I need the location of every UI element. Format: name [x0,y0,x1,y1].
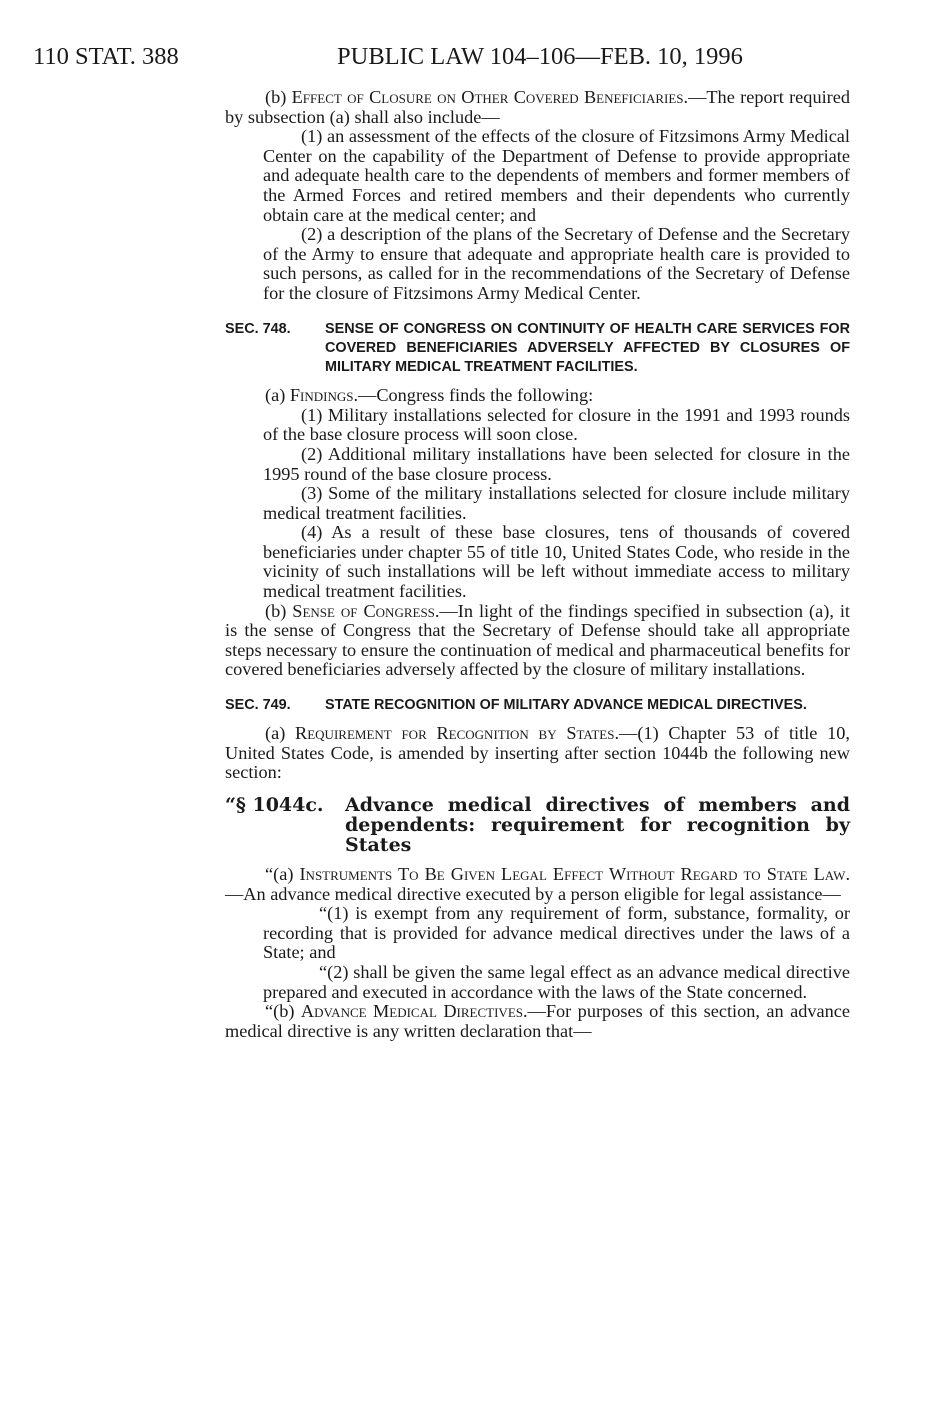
subsection-heading: Findings [289,385,354,406]
running-head: PUBLIC LAW 104–106—FEB. 10, 1996 [337,43,743,70]
advance-directives-subsection [225,1002,850,1041]
subsection-heading: Effect of Closure on Other Covered Beneficiaries [291,87,684,107]
section-1044c-heading [225,795,850,855]
subsection-heading: Instruments To Be Given Legal Effect Without Regard to State Law [299,864,846,885]
subsection-label: “(a) [265,864,300,885]
subsection-label: (a) [265,385,290,406]
subsection-text: .—Congress finds the following: [353,385,594,406]
page-body [225,88,850,1041]
finding-3: (3) Some of the military installations selected for closure include military medical treatment facilities. [263,483,850,523]
section-number: SEC. 749. [225,697,291,714]
section-title: STATE RECOGNITION OF MILITARY ADVANCE MEDICAL DIRECTIVES. [325,697,807,714]
finding-4: (4) As a result of these base closures, tens of thousands of covered beneficiaries under chapter 55 of title 10, United States Code, who reside in the vicinity of such installations will be left without immediate access to military medical treatment facilities. [263,522,850,602]
subsection-text: .—In light of the findings specified in subsection (a), it is the sense of Congress that the Secretary of Defense should take all appropriate steps necessary to ensure the continuation of medical and pharmaceutical benefits for covered beneficiaries adversely affected by the closure of military installations. [225,600,851,680]
finding-1: (1) Military installations selected for closure in the 1991 and 1993 rounds of the base closure process will soon close. [263,404,850,445]
subsection-text: .—The report required by subsection (a) shall also include— [225,87,850,127]
instruments-subsection [225,865,850,904]
subsection-heading: Advance Medical Directives [300,1001,523,1022]
section-title: Advance medical directives of members and dependents: requirement for recognition by States [345,794,850,857]
section-749-heading [225,696,850,715]
page-header [33,42,913,72]
subsection-text: .—For purposes of this section, an advance medical directive is any written declaration that— [225,1001,850,1041]
section-number: “§ 1044c. [225,794,324,817]
effect-of-closure-intro [225,88,850,127]
subsection-label: “(b) [265,1001,301,1022]
instrument-paragraph-1: “(1) is exempt from any requirement of form, substance, formality, or recording that is provided for advance medical directives under the laws of a State; and [263,903,850,963]
instrument-paragraph-2: “(2) shall be given the same legal effect as an advance medical directive prepared and executed in accordance with the laws of the State concerned. [263,962,850,1002]
section-number: SEC. 748. [225,320,291,337]
sense-of-congress [225,602,850,680]
findings-intro [225,386,850,406]
subsection-label: (a) [265,723,296,744]
paragraph-1: (1) an assessment of the effects of the closure of Fitzsimons Army Medical Center on the capability of the Department of Defense to provide appropriate and adequate health care to the dependents of members and former members of the Armed Forces and retired members and their dependents who currently obtain care at the medical center; and [263,126,850,225]
subsection-heading: Sense of Congress [292,600,435,621]
statute-page-number: 110 STAT. 388 [33,43,179,70]
subsection-text: .—(1) Chapter 53 of title 10, United States Code, is amended by inserting after section 1044b the following new section: [225,723,850,783]
paragraph-2: (2) a description of the plans of the Secretary of Defense and the Secretary of the Army to ensure that adequate and appropriate health care is provided to such persons, as called for in the recommendations of the Secretary of Defense for the closure of Fitzsimons Army Medical Center. [263,224,850,303]
requirement-for-recognition [225,724,850,783]
section-748-heading [225,320,850,378]
section-title: SENSE OF CONGRESS ON CONTINUITY OF HEALTH CARE SERVICES FOR COVERED BENEFICIARIES ADVERSELY AFFECTED BY CLOSURES OF MILITARY MEDICAL TREATMENT FACILITIES. [325,320,850,375]
subsection-text: .—An advance medical directive executed by a person eligible for legal assistance— [225,864,851,904]
subsection-label: (b) [265,600,293,621]
subsection-label: (b) [265,87,292,107]
finding-2: (2) Additional military installations have been selected for closure in the 1995 round of the base closure process. [263,443,850,484]
subsection-heading: Requirement for Recognition by States [295,723,615,744]
